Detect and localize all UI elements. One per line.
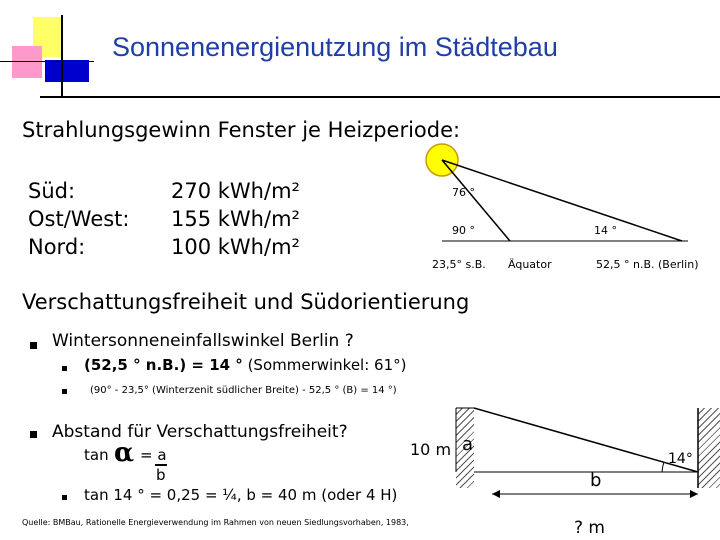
arrow-left-icon (492, 490, 500, 498)
latitude-label-south: 23,5° s.B. (432, 258, 486, 271)
slide-title: Sonnenenergienutzung im Städtebau (112, 32, 558, 62)
berlin-latitude-label: 52,5 ° n.B. (Berlin) (596, 258, 699, 271)
winter-angle-calculation: (90° - 23,5° (Winterzenit südlicher Breite) - 52,5 ° (B) = 14 °) (90, 385, 397, 396)
formula-denominator: b (156, 466, 166, 484)
gain-direction-north: Nord: (28, 235, 86, 259)
angle-label-14: 14 ° (594, 224, 617, 237)
height-label: 10 m (410, 440, 452, 459)
shadow-ray-line (474, 408, 698, 472)
logo-blue-square (45, 60, 89, 82)
winter-angle-value: 14 ° (209, 356, 243, 374)
bullet-winter-angle: Wintersonneneinfallswinkel Berlin ? (52, 331, 354, 351)
equator-label: Äquator (508, 258, 552, 271)
arrow-right-icon (690, 490, 698, 498)
title-underline (40, 96, 720, 98)
sub-bullet-marker (62, 495, 67, 500)
bullet-marker (30, 342, 37, 349)
sun-ray-line (442, 160, 682, 241)
formula-result: tan 14 ° = 0,25 = ¼, b = 40 m (oder 4 H) (84, 486, 398, 504)
sub-bullet-marker (62, 366, 67, 371)
bullet-shadow-distance: Abstand für Verschattungsfreiheit? (52, 422, 348, 442)
gain-direction-eastwest: Ost/West: (28, 207, 130, 231)
logo-horizontal-line (0, 61, 94, 62)
angle-arc (662, 462, 664, 472)
winter-angle-prefix: (52,5 ° n.B.) = (84, 356, 210, 374)
b-label: b (590, 470, 602, 491)
winter-angle-result (84, 356, 407, 374)
gain-value-eastwest: 155 kWh/m² (171, 207, 300, 231)
gain-value-south: 270 kWh/m² (171, 179, 300, 203)
angle-label: 14° (668, 451, 693, 467)
formula-tan: tan (84, 446, 109, 464)
angle-label-76: 76 ° (452, 186, 475, 199)
angle-label-90: 90 ° (452, 224, 475, 237)
logo-pink-square (12, 46, 42, 78)
source-citation: Quelle: BMBau, Rationelle Energieverwendung im Rahmen von neuen Siedlungsvorhaben, 1983, (22, 518, 409, 527)
gain-direction-south: Süd: (28, 179, 76, 203)
gain-value-north: 100 kWh/m² (171, 235, 300, 259)
logo-vertical-line (61, 15, 63, 97)
formula-numerator: = a (140, 446, 167, 464)
subtitle: Strahlungsgewinn Fenster je Heizperiode: (22, 118, 461, 142)
formula-alpha: α (114, 438, 135, 468)
sub-bullet-marker (62, 389, 67, 394)
section-heading: Verschattungsfreiheit und Südorientierung (22, 290, 470, 314)
a-label: a (462, 434, 474, 455)
distance-label: ? m (574, 518, 605, 538)
summer-angle-note: (Sommerwinkel: 61°) (242, 356, 407, 374)
bullet-marker (30, 431, 37, 438)
